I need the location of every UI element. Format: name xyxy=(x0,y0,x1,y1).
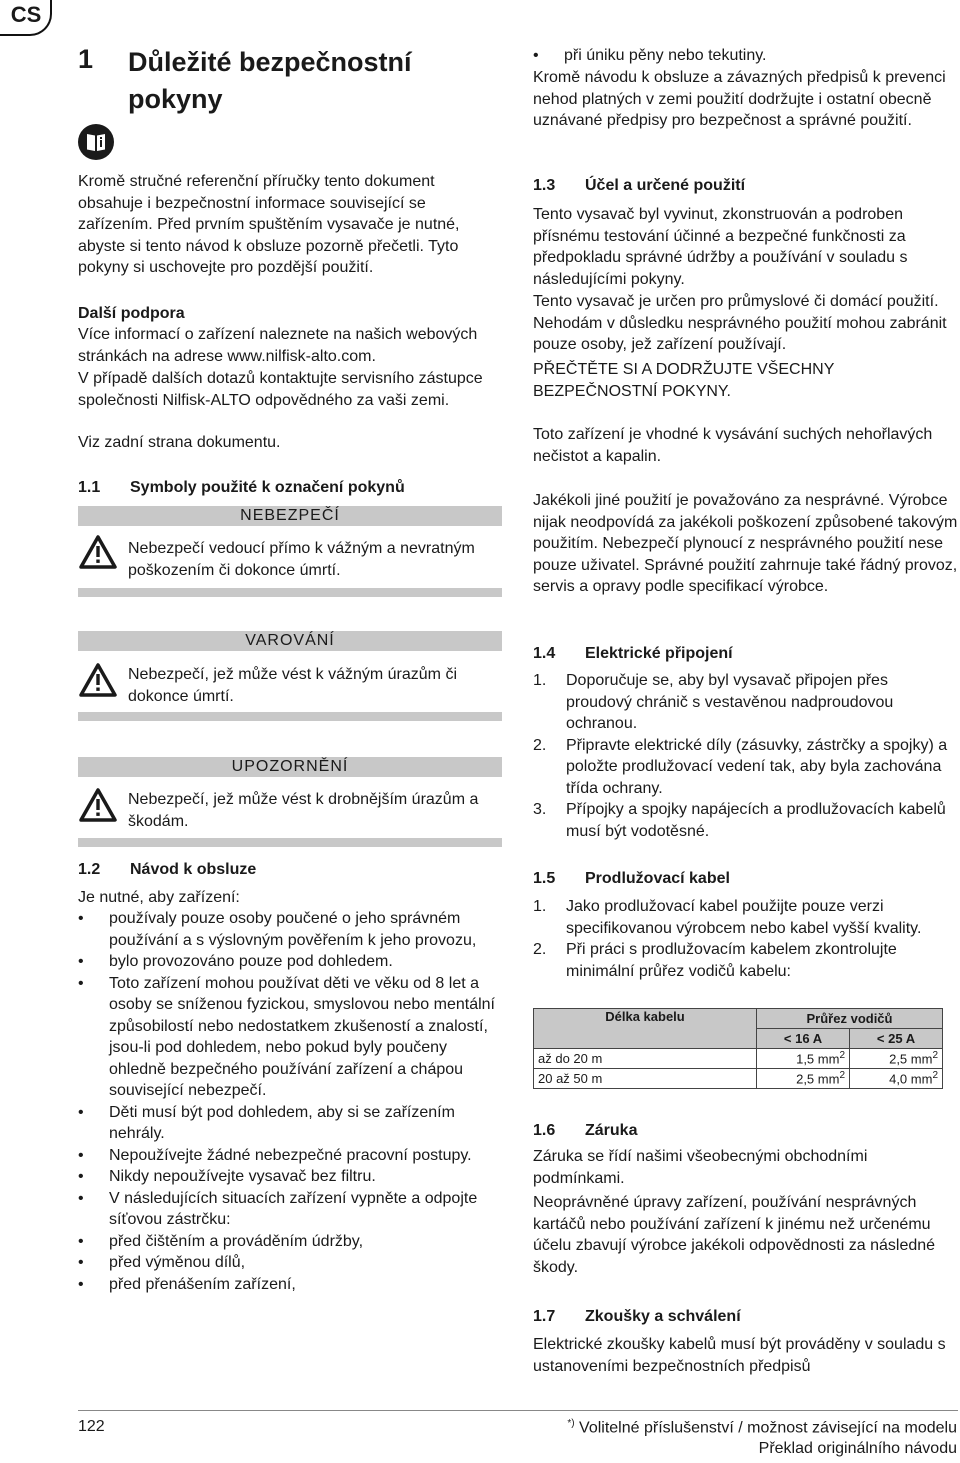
chapter-title: Důležité bezpečnostní pokyny xyxy=(128,47,412,114)
section-1-3-paragraph-5: Jakékoli jiné použití je považováno za nesprávné. Výrobce nijak neodpovídá za jakékoli poškození způsobené takovým použitím. Nebezpečí plynoucí z nesprávného použití nese pouze uživatel. Správné použití zahrnuje také řádný provoz, servis a opravy podle specifikací výrobce. xyxy=(533,492,958,595)
support-heading: Další podpora xyxy=(78,305,185,322)
footer-divider xyxy=(78,1410,958,1411)
section-1-6-heading: 1.6 Záruka xyxy=(533,1122,638,1139)
section-1-7-paragraph-1: Elektrické zkoušky kabelů musí být prováděny v souladu s ustanoveními bezpečnostních předpisů xyxy=(533,1336,946,1375)
warning-text: Nebezpečí, jež může vést k vážným úrazům či dokonce úmrtí. xyxy=(128,666,458,705)
warning-triangle-icon xyxy=(78,662,118,698)
column2-top-bullet xyxy=(533,45,958,67)
section-1-6-paragraph-2: Neoprávněné úpravy zařízení, používání nesprávných kartáčů nebo používání zařízení k jinému než určenému účelu zbavují výrobce jakékoli odpovědnosti za následné škody. xyxy=(533,1194,936,1276)
table-header: Délka kabelu xyxy=(534,1009,757,1049)
warning-triangle-icon xyxy=(78,787,118,823)
list-item: • před přenášením zařízení, xyxy=(78,1274,498,1296)
section-1-3-paragraph-3: PŘEČTĚTE SI A DODRŽUJTE VŠECHNY BEZPEČNOSTNÍ POKYNY. xyxy=(533,361,835,400)
warning-bottom-bar xyxy=(78,712,502,721)
list-item: • při úniku pěny nebo tekutiny. xyxy=(533,45,958,67)
column2-top-paragraph: Kromě návodu k obsluze a závazných předpisů k prevenci nehod platných v zemi použití dodržujte i ostatní obecně uznávané předpisy pro bezpečnost a správné použití. xyxy=(533,69,946,129)
table-row: 20 až 50 m 2,5 $mm^2$ 4,0 $mm^2$ xyxy=(534,1069,943,1089)
footer-note: *) Volitelné příslušenství / možnost závisející na modelu xyxy=(567,1418,957,1437)
section-1-1-heading: 1.1 Symboly použité k označení pokynů xyxy=(78,479,405,496)
list-item: • Toto zařízení mohou používat děti ve věku od 8 let a osoby se sníženou fyzickou, smyslovou nebo mentální způsobilostí nebo nedostatkem zkušeností a znalostí, jsou-li pod dohledem, nebo pokud byly poučeny ohledně bezpečného používání zařízení a chápou související nebezpečí. xyxy=(78,973,498,1102)
warning-triangle-icon xyxy=(78,534,118,570)
language-badge: CS xyxy=(0,0,52,36)
danger-bottom-bar xyxy=(78,588,502,597)
table-header: Průřez vodičů xyxy=(757,1009,943,1029)
section-1-4-heading: 1.4 Elektrické připojení xyxy=(533,645,733,662)
list-item: • Nepoužívejte žádné nebezpečné pracovní postupy. xyxy=(78,1145,498,1167)
list-item: • před čištěním a prováděním údržby, xyxy=(78,1231,498,1253)
section-1-2-heading: 1.2 Návod k obsluze xyxy=(78,861,257,878)
warning-label-bar: VAROVÁNÍ xyxy=(78,631,502,651)
list-item: • používaly pouze osoby poučené o jeho správném používání a s výslovným pověřením k jeho provozu, xyxy=(78,908,498,951)
chapter-number: 1 xyxy=(78,44,94,74)
intro-paragraph: Kromě stručné referenční příručky tento dokument obsahuje i bezpečnostní informace související se zařízením. Před prvním spuštěním vysavače je nutné, abyste si tento návod k obsluze pozorně přečetli. Tyto pokyny si uschovejte pro pozdější použití. xyxy=(78,173,460,276)
list-item: • V následujících situacích zařízení vypněte a odpojte síťovou zástrčku: xyxy=(78,1188,498,1231)
support-paragraph-2: V případě dalších dotazů kontaktujte servisního zástupce společnosti Nilfisk-ALTO odpovědného za vaši zemi. xyxy=(78,370,483,409)
extension-numbered-list xyxy=(533,896,958,982)
manual-book-icon xyxy=(78,124,114,160)
caution-text: Nebezpečí, jež může vést k drobnějším úrazům a škodám. xyxy=(128,791,479,830)
section-1-3-heading: 1.3 Účel a určené použití xyxy=(533,177,746,194)
page-number: 122 xyxy=(78,1418,105,1435)
danger-text: Nebezpečí vedoucí přímo k vážným a nevratným poškozením či dokonce úmrtí. xyxy=(128,540,475,579)
operation-bullet-list xyxy=(78,908,498,1295)
list-item: 2. Připravte elektrické díly (zásuvky, zástrčky a spojky) a položte prodlužovací vedení tak, aby byla zachována třída ochrany. xyxy=(533,736,948,797)
section-1-3-paragraph-1: Tento vysavač byl vyvinut, zkonstruován a podroben přísnému testování účinné a bezpečné funkčnosti za předpokladu správné údržby a používání v souladu s následujícími pokyny. xyxy=(533,206,908,288)
list-item: • Nikdy nepoužívejte vysavač bez filtru. xyxy=(78,1166,498,1188)
danger-label-bar: NEBEZPEČÍ xyxy=(78,506,502,526)
support-paragraph-3: Viz zadní strana dokumentu. xyxy=(78,434,281,451)
table-header: < 16 A xyxy=(757,1029,850,1049)
list-item: • bylo provozováno pouze pod dohledem. xyxy=(78,951,498,973)
caution-bottom-bar xyxy=(78,838,502,847)
section-1-2-lead: Je nutné, aby zařízení: xyxy=(78,889,240,906)
section-1-7-heading: 1.7 Zkoušky a schválení xyxy=(533,1308,741,1325)
section-1-6-paragraph-1: Záruka se řídí našimi všeobecnými obchodními podmínkami. xyxy=(533,1148,868,1187)
list-item: 1. Jako prodlužovací kabel použijte pouze verzi specifikovanou výrobcem nebo kabel vyšší kvality. xyxy=(533,898,922,937)
list-item: 1. Doporučuje se, aby byl vysavač připojen přes proudový chránič s vestavěnou nadproudovou ochranou. xyxy=(533,672,894,732)
section-1-3-paragraph-2: Tento vysavač je určen pro průmyslové či domácí použití. Nehodám v důsledku nesprávného použití mohou zabránit pouze osoby, jež zařízení používají. xyxy=(533,293,947,353)
list-item: • Děti musí být pod dohledem, aby si se zařízením nehrály. xyxy=(78,1102,498,1145)
support-paragraph-1: Více informací o zařízení naleznete na našich webových stránkách na adrese www.nilfisk-alto.com. xyxy=(78,326,478,365)
cable-table xyxy=(533,1008,943,1089)
section-1-5-heading: 1.5 Prodlužovací kabel xyxy=(533,870,730,887)
electrical-numbered-list xyxy=(533,670,958,842)
section-1-3-paragraph-4: Toto zařízení je vhodné k vysávání suchých nehořlavých nečistot a kapalin. xyxy=(533,426,933,465)
table-row: až do 20 m 1,5 $mm^2$ 2,5 $mm^2$ xyxy=(534,1049,943,1069)
table-header: < 25 A xyxy=(850,1029,943,1049)
list-item: 2. Při práci s prodlužovacím kabelem zkontrolujte minimální průřez vodičů kabelu: xyxy=(533,941,897,980)
footer-translation-note: Překlad originálního návodu xyxy=(758,1440,957,1457)
list-item: 3. Přípojky a spojky napájecích a prodlužovacích kabelů musí být vodotěsné. xyxy=(533,801,946,840)
list-item: • před výměnou dílů, xyxy=(78,1252,498,1274)
caution-label-bar: UPOZORNĚNÍ xyxy=(78,757,502,777)
